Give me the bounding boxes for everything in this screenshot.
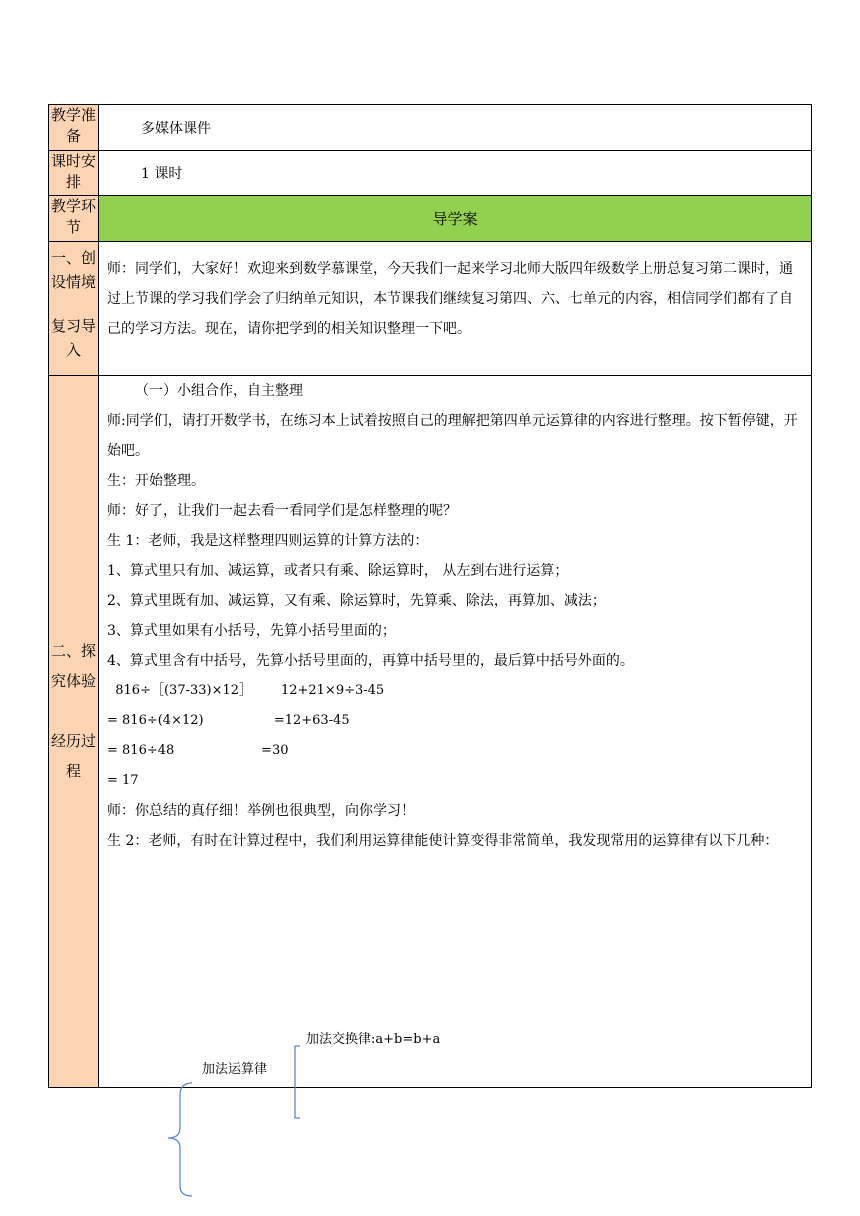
explore-label-bottom: 经历过程 [50, 732, 96, 780]
explore-line: 1、算式里只有加、减运算，或者只有乘、除运算时， 从左到右进行运算； [107, 563, 569, 579]
explore-subheading: （一）小组合作，自主整理 [135, 383, 303, 399]
intro-paragraph: 师：同学们，大家好！欢迎来到数学慕课堂，今天我们一起来学习北师大版四年级数学上册总复习第二课时，通过上节课的学习我们学会了归纳单元知识，本节课我们继续复习第四、六、七单元的内容，相信同学们都有了自己的学习方法。现在，请你把学到的相关知识整理一下吧。 [107, 261, 793, 337]
math-line: 816÷［(37-33)×12］ 12+21×9÷3-45 [107, 683, 385, 698]
time-content: 1 课时 [141, 166, 183, 182]
stage-label: 教学环节 [49, 196, 99, 241]
inner-bracket [295, 1046, 300, 1118]
law-commutative-label: 加法交换律:a+b=b+a [306, 1032, 441, 1047]
explore-line: 2、算式里既有加、减运算，又有乘、除运算时，先算乘、除法，再算加、减法； [107, 593, 606, 609]
explore-line: 3、算式里如果有小括号，先算小括号里面的； [107, 623, 396, 639]
explore-line: 师：好了，让我们一起去看一看同学们是怎样整理的呢？ [107, 503, 457, 519]
explore-line: 生 2：老师，有时在计算过程中，我们利用运算律能使计算变得非常简单，我发现常用的运算律有以下几种： [107, 833, 779, 849]
intro-label-bottom: 复习导入 [50, 317, 96, 359]
math-line: = 816÷(4×12) =12+63-45 [107, 713, 350, 728]
stage-header: 导学案 [99, 196, 811, 241]
explore-line: 师：你总结的真仔细！举例也很典型，向你学习！ [107, 803, 415, 819]
explore-line: 生：开始整理。 [107, 473, 205, 489]
time-label: 课时安排 [49, 151, 99, 195]
math-line: = 17 [107, 773, 139, 788]
explore-line: 4、算式里含有中括号，先算小括号里面的，再算中括号里的，最后算中括号外面的。 [107, 653, 634, 669]
prep-label: 教学准备 [49, 105, 99, 150]
explore-label-top: 二、探究体验 [50, 642, 96, 690]
intro-label-top: 一、创设情境 [50, 249, 96, 291]
explore-line: 师:同学们，请打开数学书，在练习本上试着按照自己的理解把第四单元运算律的内容进行整理。按下暂停键，开始吧。 [107, 413, 798, 459]
math-line: = 816÷48 =30 [107, 743, 289, 758]
outer-brace [168, 1083, 192, 1196]
law-group-label: 加法运算律 [202, 1062, 268, 1077]
explore-line: 生 1：老师，我是这样整理四则运算的计算方法的： [107, 533, 429, 549]
prep-content: 多媒体课件 [141, 120, 211, 137]
